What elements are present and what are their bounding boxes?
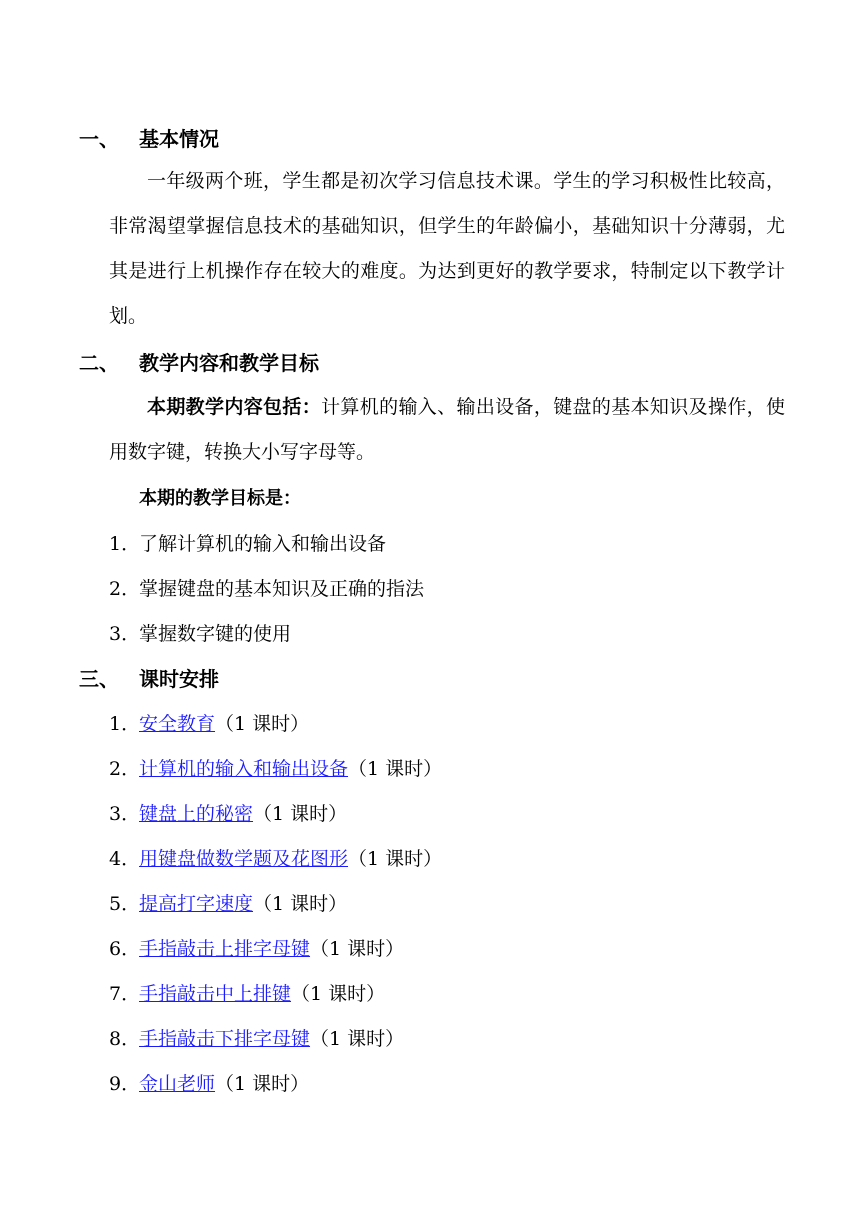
goal-text: 掌握键盘的基本知识及正确的指法 [139, 578, 425, 600]
content-text: 计算机的输入、输出设备，键盘的基本知识及操作，使用数字键，转换大小写字母等。 [109, 396, 785, 463]
section-title: 课时安排 [139, 667, 219, 691]
lesson-item [109, 1069, 309, 1096]
lesson-hours: （1 课时） [253, 803, 348, 825]
content-label: 本期教学内容包括： [147, 396, 322, 418]
lesson-number: 4． [109, 848, 141, 870]
lesson-hours: （1 课时） [310, 1028, 405, 1050]
goal-item [109, 529, 386, 556]
section-heading-2 [79, 347, 319, 376]
section-title: 基本情况 [139, 127, 219, 151]
goal-text: 了解计算机的输入和输出设备 [139, 533, 387, 555]
lesson-number: 2． [109, 758, 141, 780]
lesson-item [109, 754, 442, 781]
lesson-link[interactable]: 键盘上的秘密 [139, 803, 254, 825]
lesson-number: 5． [109, 893, 141, 915]
lesson-hours: （1 课时） [253, 893, 348, 915]
lesson-number: 9． [109, 1073, 141, 1095]
lesson-hours: （1 课时） [310, 938, 405, 960]
lesson-number: 6． [109, 938, 141, 960]
lesson-link[interactable]: 计算机的输入和输出设备 [139, 758, 349, 780]
lesson-link[interactable]: 手指敲击下排字母键 [139, 1028, 311, 1050]
goal-number: 3． [109, 623, 141, 645]
lesson-number: 1． [109, 713, 141, 735]
section-heading-1 [79, 123, 219, 152]
goal-item [109, 574, 424, 601]
lesson-item [109, 799, 347, 826]
lesson-item [109, 844, 442, 871]
lesson-link[interactable]: 安全教育 [139, 713, 216, 735]
section-number: 一、 [79, 127, 119, 151]
lesson-item [109, 889, 347, 916]
section-heading-3 [79, 663, 219, 692]
lesson-link[interactable]: 手指敲击中上排键 [139, 983, 292, 1005]
lesson-link[interactable]: 提高打字速度 [139, 893, 254, 915]
lesson-number: 7． [109, 983, 141, 1005]
lesson-hours: （1 课时） [215, 713, 310, 735]
lesson-link[interactable]: 用键盘做数学题及花图形 [139, 848, 349, 870]
section-number: 三、 [79, 667, 119, 691]
goal-item [109, 619, 291, 646]
goal-number: 2． [109, 578, 141, 600]
section-number: 二、 [79, 351, 119, 375]
goal-number: 1． [109, 533, 141, 555]
lesson-hours: （1 课时） [348, 848, 443, 870]
lesson-item [109, 934, 404, 961]
lesson-number: 8． [109, 1028, 141, 1050]
goal-text: 掌握数字键的使用 [139, 623, 292, 645]
lesson-link[interactable]: 金山老师 [139, 1073, 216, 1095]
lesson-link[interactable]: 手指敲击上排字母键 [139, 938, 311, 960]
lesson-hours: （1 课时） [215, 1073, 310, 1095]
lesson-item [109, 979, 385, 1006]
goals-label: 本期的教学目标是： [139, 488, 301, 509]
section2-content-paragraph [109, 385, 785, 475]
lesson-number: 3． [109, 803, 141, 825]
lesson-hours: （1 课时） [348, 758, 443, 780]
section1-paragraph: 一年级两个班，学生都是初次学习信息技术课。学生的学习积极性比较高，非常渴望掌握信息技术的基础知识，但学生的年龄偏小，基础知识十分薄弱，尤其是进行上机操作存在较大的难度。为达到更好的教学要求，特制定以下教学计划。 [109, 170, 785, 327]
lesson-item [109, 1024, 404, 1051]
section-title: 教学内容和教学目标 [139, 351, 319, 375]
lesson-hours: （1 课时） [291, 983, 386, 1005]
lesson-item [109, 709, 309, 736]
